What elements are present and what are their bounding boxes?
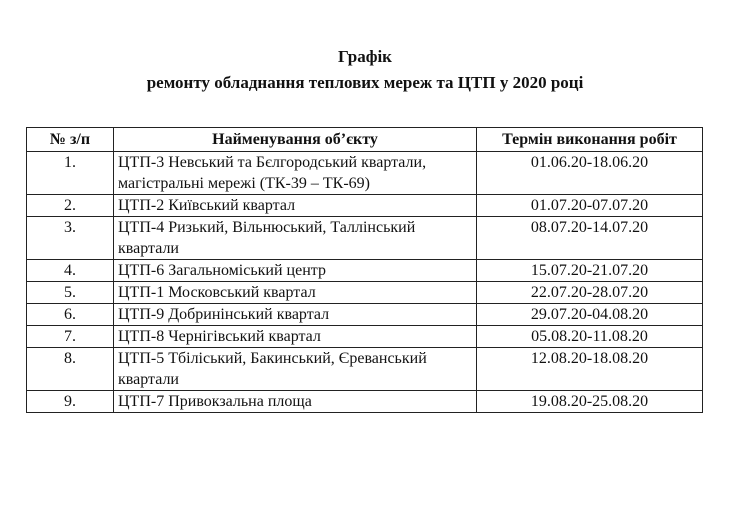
table-row	[27, 282, 703, 304]
table-row	[27, 152, 703, 195]
table-row	[27, 217, 703, 260]
row-number: 1.	[27, 152, 114, 195]
document-title: Графік	[338, 47, 392, 66]
table-row	[27, 260, 703, 282]
row-number: 9.	[27, 391, 114, 413]
row-number: 3.	[27, 217, 114, 260]
header-object-name: Найменування об’єкту	[114, 128, 477, 152]
row-number: 7.	[27, 326, 114, 348]
row-term: 15.07.20-21.07.20	[477, 260, 703, 282]
header-number: № з/п	[27, 128, 114, 152]
row-number: 8.	[27, 348, 114, 391]
row-number: 4.	[27, 260, 114, 282]
row-object-name: ЦТП-2 Київський квартал	[114, 195, 477, 217]
row-term: 19.08.20-25.08.20	[477, 391, 703, 413]
table-row	[27, 326, 703, 348]
row-object-name: ЦТП-8 Чернігівський квартал	[114, 326, 477, 348]
row-object-name: ЦТП-6 Загальноміський центр	[114, 260, 477, 282]
row-number: 2.	[27, 195, 114, 217]
row-object-name: ЦТП-5 Тбіліський, Бакинський, Єреванський квартали	[114, 348, 477, 391]
row-object-name: ЦТП-4 Ризький, Вільнюський, Таллінський квартали	[114, 217, 477, 260]
row-object-name: ЦТП-9 Добринінський квартал	[114, 304, 477, 326]
row-term: 01.07.20-07.07.20	[477, 195, 703, 217]
row-term: 08.07.20-14.07.20	[477, 217, 703, 260]
row-object-name: ЦТП-3 Невський та Бєлгородський квартали, магістральні мережі (ТК-39 – ТК-69)	[114, 152, 477, 195]
table-row	[27, 391, 703, 413]
row-term: 05.08.20-11.08.20	[477, 326, 703, 348]
document-subtitle: ремонту обладнання теплових мереж та ЦТП у 2020 році	[146, 73, 584, 92]
row-term: 01.06.20-18.06.20	[477, 152, 703, 195]
row-term: 29.07.20-04.08.20	[477, 304, 703, 326]
row-number: 6.	[27, 304, 114, 326]
table-row	[27, 348, 703, 391]
table-header-row	[27, 128, 703, 152]
repair-schedule-table	[26, 127, 703, 413]
table-row	[27, 195, 703, 217]
row-object-name: ЦТП-7 Привокзальна площа	[114, 391, 477, 413]
header-term: Термін виконання робіт	[477, 128, 703, 152]
table-row	[27, 304, 703, 326]
row-term: 22.07.20-28.07.20	[477, 282, 703, 304]
row-term: 12.08.20-18.08.20	[477, 348, 703, 391]
row-number: 5.	[27, 282, 114, 304]
row-object-name: ЦТП-1 Московський квартал	[114, 282, 477, 304]
